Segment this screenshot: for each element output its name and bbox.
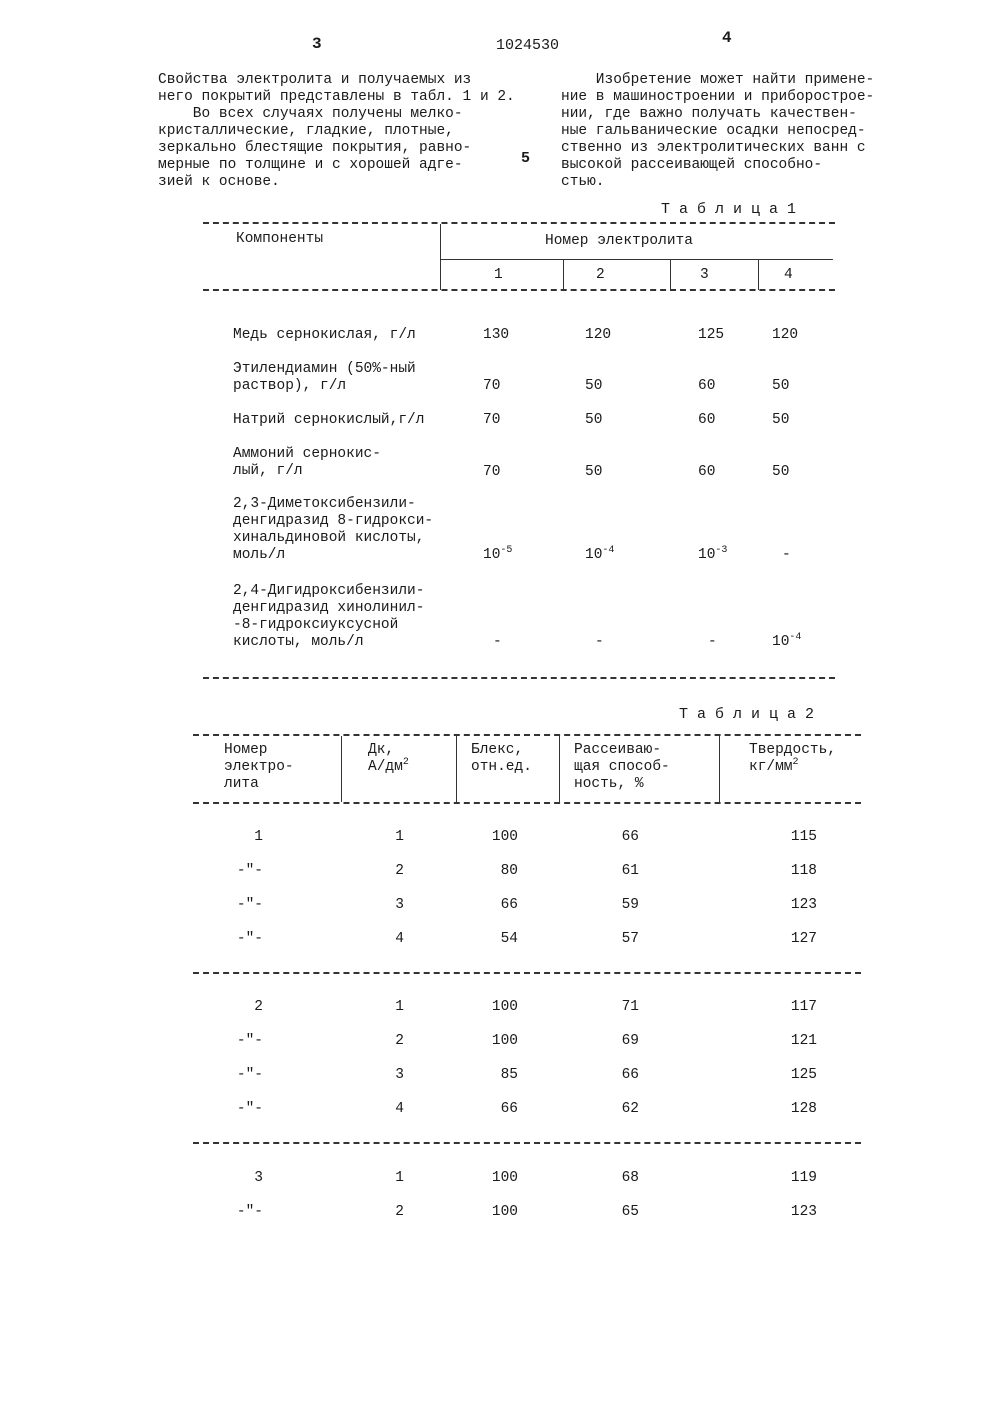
table2-cell: 54 bbox=[500, 931, 518, 947]
table2-cell: 80 bbox=[500, 863, 518, 879]
table2-cell: 1 bbox=[395, 1170, 404, 1186]
table2-cell: 123 bbox=[790, 1204, 817, 1220]
table1-cell: 130 bbox=[483, 327, 510, 343]
table2-header-rule bbox=[193, 802, 861, 804]
table1-cell: - bbox=[493, 634, 502, 650]
table1-cell: 70 bbox=[483, 464, 501, 480]
table1-cell: 125 bbox=[698, 327, 725, 343]
table2-cell: 2 bbox=[395, 1204, 404, 1220]
table1-row-label: Натрий сернокислый,г/л bbox=[233, 412, 425, 428]
table2-cell: 69 bbox=[621, 1033, 639, 1049]
table1-cell: 50 bbox=[585, 412, 603, 428]
table2-caption: Т а б л и ц а 2 bbox=[679, 706, 815, 723]
table1-caption: Т а б л и ц а 1 bbox=[661, 201, 797, 218]
table2-cell: 100 bbox=[491, 1170, 518, 1186]
table2-row-electrolyte: 3 bbox=[254, 1170, 263, 1186]
table1-cell: 60 bbox=[698, 378, 716, 394]
table2-top-rule bbox=[193, 734, 861, 736]
table2-row-electrolyte: -"- bbox=[236, 931, 263, 947]
table2-header-cell: Номер электро- лита bbox=[224, 742, 294, 792]
table1-cell: 70 bbox=[483, 378, 501, 394]
table1-header-group: Номер электролита bbox=[545, 233, 693, 249]
table1-cell: $10^{-4}$ bbox=[585, 545, 615, 563]
table2-row-electrolyte: -"- bbox=[236, 1033, 263, 1049]
table2-cell: 123 bbox=[790, 897, 817, 913]
table1-cell: 50 bbox=[585, 464, 603, 480]
table2-row-electrolyte: 1 bbox=[254, 829, 263, 845]
table2-cell: 62 bbox=[621, 1101, 639, 1117]
left-paragraph-2: Во всех случаях получены мелко- кристаллические, гладкие, плотные, зеркально блестящие покрытия, равно- мерные по толщине и с хорошей адге- зией к основе. bbox=[158, 106, 472, 190]
table1-cell: $10^{-3}$ bbox=[698, 545, 728, 563]
table2-cell: 127 bbox=[790, 931, 817, 947]
page-number-right: 4 bbox=[722, 29, 732, 47]
table2-row-electrolyte: 2 bbox=[254, 999, 263, 1015]
table2-cell: 100 bbox=[491, 999, 518, 1015]
table2-cell: 115 bbox=[790, 829, 817, 845]
table1-row-label: 2,3-Диметоксибензили- денгидразид 8-гидрокси- хинальдиновой кислоты, моль/л bbox=[233, 496, 434, 563]
table2-cell: 59 bbox=[621, 897, 639, 913]
table1-bottom-rule bbox=[203, 677, 835, 679]
table2-cell: 65 bbox=[621, 1204, 639, 1220]
document-number: 1024530 bbox=[496, 37, 560, 54]
table1-col-2: 2 bbox=[596, 267, 605, 283]
table1-cell: 120 bbox=[772, 327, 799, 343]
table2-row-electrolyte: -"- bbox=[236, 897, 263, 913]
table2-cell: 118 bbox=[790, 863, 817, 879]
table2-cell: 100 bbox=[491, 1204, 518, 1220]
table2-row-electrolyte: -"- bbox=[236, 1204, 263, 1220]
table1-cell: $10^{-4}$ bbox=[772, 632, 802, 650]
table2-header-cell: Твердость, $кг/мм^2$ bbox=[749, 742, 837, 775]
table1-cell: 50 bbox=[772, 378, 790, 394]
table2-group-separator bbox=[193, 1142, 861, 1144]
table2-cell: 4 bbox=[395, 931, 404, 947]
table1-col-3: 3 bbox=[700, 267, 709, 283]
table2-cell: 68 bbox=[621, 1170, 639, 1186]
table2-cell: 66 bbox=[500, 1101, 518, 1117]
line-marker: 5 bbox=[521, 150, 531, 167]
table1-col-1: 1 bbox=[494, 267, 503, 283]
table2-cell: 4 bbox=[395, 1101, 404, 1117]
table2-cell: 66 bbox=[621, 1067, 639, 1083]
table2-cell: 117 bbox=[790, 999, 817, 1015]
table1-cell: 60 bbox=[698, 464, 716, 480]
table2-header-cell: Рассеиваю- щая способ- ность, % bbox=[574, 742, 670, 792]
table2-group-separator bbox=[193, 972, 861, 974]
table2-header-cell: Дк, $А/дм^2$ bbox=[368, 742, 409, 775]
table2-row-electrolyte: -"- bbox=[236, 1101, 263, 1117]
table2-cell: 2 bbox=[395, 863, 404, 879]
table2-cell: 119 bbox=[790, 1170, 817, 1186]
table1-cell: 50 bbox=[585, 378, 603, 394]
page-number-left: 3 bbox=[312, 35, 322, 53]
table2-cell: 100 bbox=[491, 1033, 518, 1049]
table1-cell: 50 bbox=[772, 412, 790, 428]
table2-cell: 57 bbox=[621, 931, 639, 947]
table1-subheader-rule bbox=[441, 259, 833, 260]
table2-cell: 121 bbox=[790, 1033, 817, 1049]
table1-divider bbox=[440, 224, 441, 290]
table1-row-label: Этилендиамин (50%-ный раствор), г/л bbox=[233, 361, 416, 394]
table2-cell: 3 bbox=[395, 1067, 404, 1083]
table2-cell: 66 bbox=[621, 829, 639, 845]
table2-cell: 2 bbox=[395, 1033, 404, 1049]
table2-row-electrolyte: -"- bbox=[236, 863, 263, 879]
table1-cell: 70 bbox=[483, 412, 501, 428]
table2-cell: 100 bbox=[491, 829, 518, 845]
table1-row-label: Аммоний сернокис- лый, г/л bbox=[233, 446, 381, 479]
table2-cell: 71 bbox=[621, 999, 639, 1015]
right-paragraph: Изобретение может найти примене- ние в машиностроении и приборострое- нии, где важно получать качествен- ные гальванические осадки непосред- ственно из электролитических ванн с высокой рассеивающей способно- стью. bbox=[561, 72, 875, 190]
table1-cell: - bbox=[708, 634, 717, 650]
table2-cell: 1 bbox=[395, 999, 404, 1015]
table1-header-components: Компоненты bbox=[236, 231, 324, 247]
table2-header-cell: Блекс, отн.ед. bbox=[471, 742, 532, 775]
table1-col-4: 4 bbox=[784, 267, 793, 283]
left-paragraph-1: Свойства электролита и получаемых из него покрытий представлены в табл. 1 и 2. bbox=[158, 72, 515, 105]
table2-cell: 3 bbox=[395, 897, 404, 913]
table1-cell: - bbox=[782, 547, 791, 563]
table1-cell: $10^{-5}$ bbox=[483, 545, 513, 563]
table1-top-rule bbox=[203, 222, 835, 224]
table1-cell: 120 bbox=[585, 327, 612, 343]
table1-cell: 60 bbox=[698, 412, 716, 428]
table2-cell: 66 bbox=[500, 897, 518, 913]
table2-cell: 125 bbox=[790, 1067, 817, 1083]
table2-cell: 61 bbox=[621, 863, 639, 879]
table2-cell: 1 bbox=[395, 829, 404, 845]
table2-cell: 128 bbox=[790, 1101, 817, 1117]
table1-cell: - bbox=[595, 634, 604, 650]
table1-header-rule bbox=[203, 289, 835, 291]
table1-row-label: Медь сернокислая, г/л bbox=[233, 327, 416, 343]
table2-cell: 85 bbox=[500, 1067, 518, 1083]
table1-cell: 50 bbox=[772, 464, 790, 480]
table2-row-electrolyte: -"- bbox=[236, 1067, 263, 1083]
table1-row-label: 2,4-Дигидроксибензили- денгидразид хинолинил- -8-гидроксиуксусной кислоты, моль/л bbox=[233, 583, 425, 650]
